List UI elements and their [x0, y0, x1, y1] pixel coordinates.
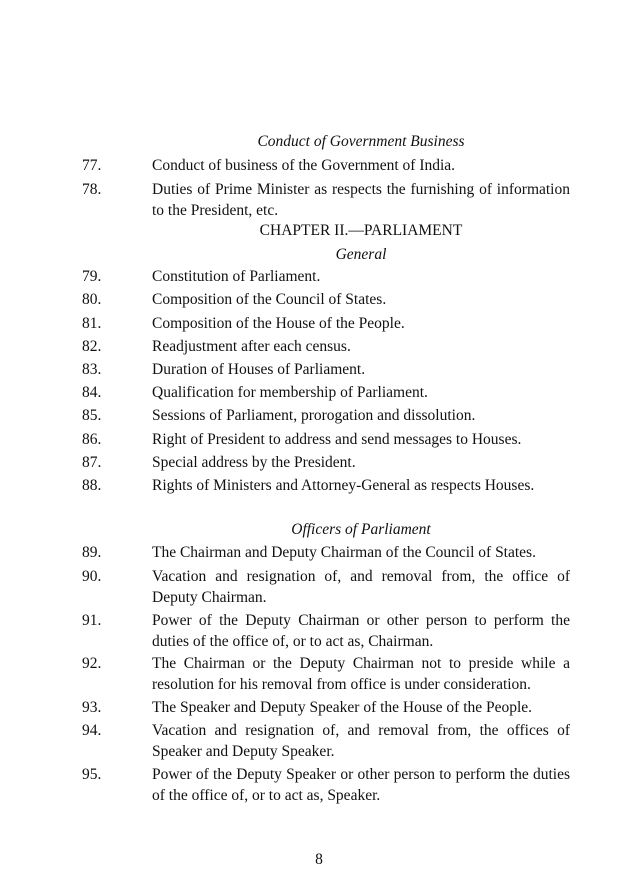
item-number: 83.	[82, 361, 102, 378]
item-text: Composition of the House of the People.	[152, 315, 405, 332]
item-text: The Chairman or the Deputy Chairman not to preside while a resolution for his removal from office is under consideration.	[152, 655, 570, 693]
item-text: Constitution of Parliament.	[152, 268, 321, 285]
item-number: 85.	[82, 407, 102, 424]
item-text: The Chairman and Deputy Chairman of the Council of States.	[152, 544, 536, 561]
item-number: 79.	[82, 268, 102, 285]
item-number: 81.	[82, 315, 102, 332]
item-number: 92.	[82, 655, 102, 672]
item-text: Rights of Ministers and Attorney-General as respects Houses.	[152, 477, 535, 494]
chapter-heading: CHAPTER II.—PARLIAMENT	[259, 222, 463, 239]
item-number: 77.	[82, 157, 102, 174]
item-number: 93.	[82, 699, 102, 716]
item-number: 90.	[82, 568, 102, 585]
item-number: 80.	[82, 291, 102, 308]
section-heading-conduct: Conduct of Government Business	[257, 133, 465, 150]
item-number: 89.	[82, 544, 102, 561]
item-number: 91.	[82, 612, 102, 629]
item-number: 84.	[82, 384, 102, 401]
item-text: Vacation and resignation of, and removal from, the offices of Speaker and Deputy Speaker.	[152, 722, 570, 760]
item-text: Qualification for membership of Parliament.	[152, 384, 428, 401]
section-heading-officers: Officers of Parliament	[291, 521, 431, 538]
section-heading-general: General	[335, 246, 387, 263]
item-number: 87.	[82, 454, 102, 471]
item-text: Vacation and resignation of, and removal from, the office of Deputy Chairman.	[152, 568, 570, 606]
item-text: The Speaker and Deputy Speaker of the House of the People.	[152, 699, 533, 716]
item-number: 86.	[82, 431, 102, 448]
item-text: Duties of Prime Minister as respects the furnishing of information to the President, etc.	[152, 181, 570, 219]
item-number: 82.	[82, 338, 102, 355]
item-text: Readjustment after each census.	[152, 338, 351, 355]
page-number: 8	[315, 851, 323, 868]
item-text: Special address by the President.	[152, 454, 356, 471]
item-number: 78.	[82, 181, 102, 198]
item-text: Right of President to address and send messages to Houses.	[152, 431, 522, 448]
item-text: Power of the Deputy Chairman or other person to perform the duties of the office of, or to act as, Chairman.	[152, 612, 570, 650]
item-number: 88.	[82, 477, 102, 494]
item-text: Duration of Houses of Parliament.	[152, 361, 366, 378]
item-number: 95.	[82, 766, 102, 783]
item-text: Conduct of business of the Government of India.	[152, 157, 456, 174]
item-text: Composition of the Council of States.	[152, 291, 387, 308]
item-text: Power of the Deputy Speaker or other person to perform the duties of the office of, or to act as, Speaker.	[152, 766, 570, 804]
item-number: 94.	[82, 722, 102, 739]
item-text: Sessions of Parliament, prorogation and dissolution.	[152, 407, 476, 424]
